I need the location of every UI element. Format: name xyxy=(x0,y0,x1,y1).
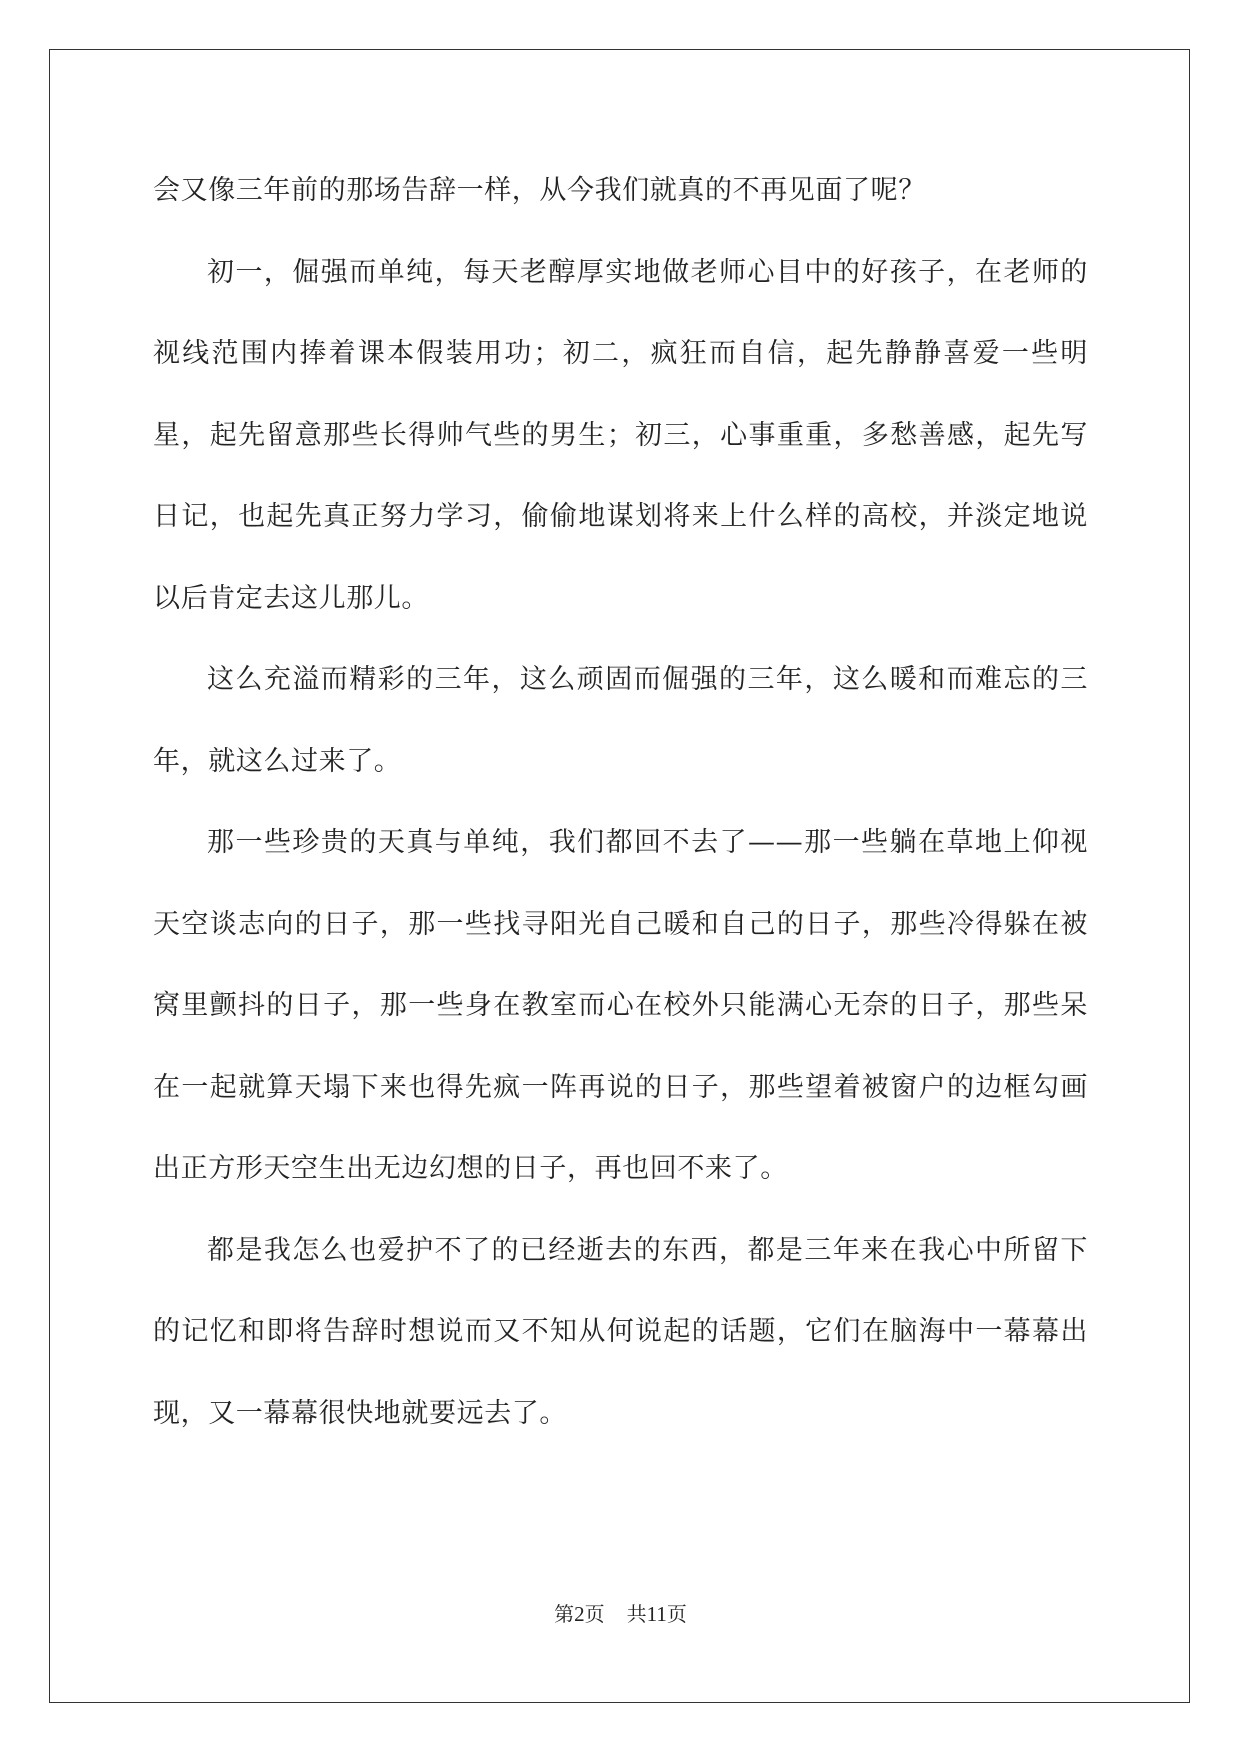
page-suffix: 页 xyxy=(584,1602,605,1626)
page-number: 2 xyxy=(574,1602,585,1626)
page-footer xyxy=(0,1598,1241,1627)
paragraph-3: 这么充溢而精彩的三年，这么顽固而倔强的三年，这么暖和而难忘的三年，就这么过来了。 xyxy=(153,664,1088,777)
paragraph-1: 会又像三年前的那场告辞一样，从今我们就真的不再见面了呢？ xyxy=(153,175,926,206)
total-prefix: 共 xyxy=(626,1602,647,1626)
page-prefix: 第 xyxy=(554,1602,575,1626)
paragraph-4: 那一些珍贵的天真与单纯，我们都回不去了——那一些躺在草地上仰视天空谈志向的日子，那一些找寻阳光自己暖和自己的日子，那些冷得躲在被窝里颤抖的日子，那一些身在教室而心在校外只能满心无奈的日子，那些呆在一起就算天塌下来也得先疯一阵再说的日子，那些望着被窗户的边框勾画出正方形天空生出无边幻想的日子，再也回不来了。 xyxy=(153,827,1088,1184)
paragraph-5: 都是我怎么也爱护不了的已经逝去的东西，都是三年来在我心中所留下的记忆和即将告辞时想说而又不知从何说起的话题，它们在脑海中一幕幕出现，又一幕幕很快地就要远去了。 xyxy=(153,1234,1088,1429)
document-body xyxy=(153,150,1088,1454)
paragraph-2: 初一，倔强而单纯，每天老醇厚实地做老师心目中的好孩子，在老师的视线范围内捧着课本假装用功；初二，疯狂而自信，起先静静喜爱一些明星，起先留意那些长得帅气些的男生；初三，心事重重，多愁善感，起先写日记，也起先真正努力学习，偷偷地谋划将来上什么样的高校，并淡定地说以后肯定去这儿那儿。 xyxy=(153,256,1088,614)
total-suffix: 页 xyxy=(666,1602,687,1626)
total-pages: 11 xyxy=(646,1602,667,1626)
